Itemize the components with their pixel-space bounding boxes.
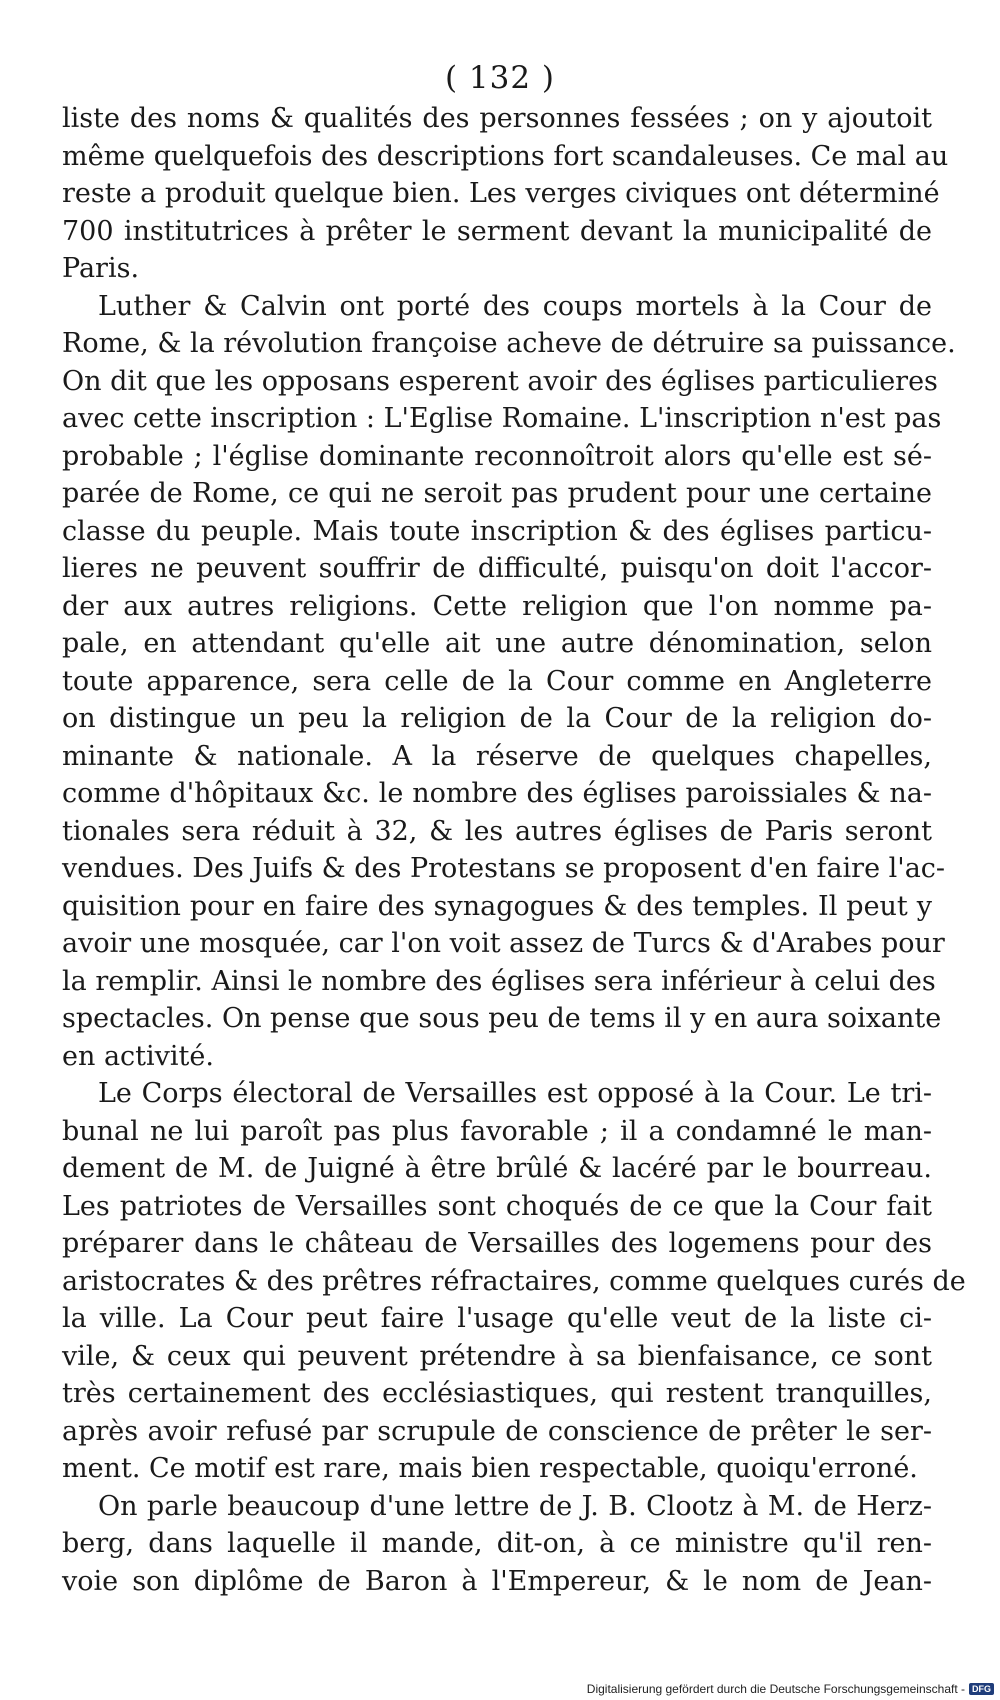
text-line: parée de Rome, ce qui ne seroit pas prudent pour une certaine bbox=[62, 478, 932, 509]
text-line: quisition pour en faire des synagogues & des temples. Il peut y bbox=[62, 890, 932, 922]
text-line: spectacles. On pense que sous peu de tems il y en aura soixante bbox=[62, 1003, 942, 1034]
text-line: probable ; l'église dominante reconnoîtroit alors qu'elle est sé- bbox=[62, 440, 932, 472]
text-line: ment. Ce motif est rare, mais bien respectable, quoiqu'erroné. bbox=[62, 1453, 918, 1484]
body-text bbox=[62, 100, 966, 1600]
dfg-logo: DFG bbox=[969, 1683, 994, 1695]
text-line: vile, & ceux qui peuvent prétendre à sa bienfaisance, ce sont bbox=[62, 1340, 932, 1372]
text-line: pale, en attendant qu'elle ait une autre dénomination, selon bbox=[62, 628, 932, 659]
text-line: berg, dans laquelle il mande, dit-on, à ce ministre qu'il ren- bbox=[62, 1528, 932, 1559]
text-line: tionales sera réduit à 32, & les autres églises de Paris seront bbox=[62, 815, 932, 847]
text-line: der aux autres religions. Cette religion que l'on nomme pa- bbox=[62, 590, 932, 622]
text-line: toute apparence, sera celle de la Cour comme en Angleterre bbox=[62, 665, 932, 697]
text-line: après avoir refusé par scrupule de conscience de prêter le ser- bbox=[62, 1415, 932, 1447]
text-line: Le Corps électoral de Versailles est opposé à la Cour. Le tri- bbox=[98, 1078, 932, 1109]
text-line: bunal ne lui paroît pas plus favorable ; il a condamné le man- bbox=[62, 1115, 932, 1147]
text-line: avec cette inscription : L'Eglise Romaine. L'inscription n'est pas bbox=[62, 403, 942, 434]
text-line: Les patriotes de Versailles sont choqués de ce que la Cour fait bbox=[62, 1190, 932, 1222]
text-line: même quelquefois des descriptions fort scandaleuses. Ce mal au bbox=[62, 140, 949, 172]
text-line: liste des noms & qualités des personnes fessées ; on y ajoutoit bbox=[62, 103, 932, 134]
text-line: la ville. La Cour peut faire l'usage qu'elle veut de la liste ci- bbox=[62, 1303, 932, 1334]
text-line: Paris. bbox=[62, 253, 140, 284]
page-number: ( 132 ) bbox=[444, 60, 556, 96]
digitization-credit bbox=[587, 1682, 994, 1696]
text-line: vendues. Des Juifs & des Protestans se proposent d'en faire l'ac- bbox=[62, 853, 946, 884]
text-line: voie son diplôme de Baron à l'Empereur, & le nom de Jean- bbox=[62, 1565, 932, 1597]
text-line: lieres ne peuvent souffrir de difficulté, puisqu'on doit l'accor- bbox=[62, 553, 932, 584]
text-line: reste a produit quelque bien. Les verges civiques ont déterminé bbox=[62, 178, 940, 209]
text-line: Luther & Calvin ont porté des coups mortels à la Cour de bbox=[98, 290, 932, 322]
text-line: aristocrates & des prêtres réfractaires, comme quelques curés de bbox=[62, 1265, 966, 1297]
text-line: très certainement des ecclésiastiques, qui restent tranquilles, bbox=[62, 1378, 932, 1409]
text-line: On dit que les opposans esperent avoir des églises particulieres bbox=[62, 365, 938, 397]
credit-text: Digitalisierung gefördert durch die Deutsche Forschungsgemeinschaft - bbox=[586, 1682, 965, 1696]
text-line: minante & nationale. A la réserve de quelques chapelles, bbox=[62, 740, 932, 772]
text-line: On parle beaucoup d'une lettre de J. B. Clootz à M. de Herz- bbox=[98, 1490, 932, 1522]
text-line: Rome, & la révolution françoise acheve de détruire sa puissance. bbox=[62, 328, 956, 359]
text-line: dement de M. de Juigné à être brûlé & lacéré par le bourreau. bbox=[62, 1153, 932, 1184]
text-line: avoir une mosquée, car l'on voit assez de Turcs & d'Arabes pour bbox=[62, 928, 945, 959]
text-line: en activité. bbox=[62, 1040, 214, 1072]
text-line: 700 institutrices à prêter le serment devant la municipalité de bbox=[62, 215, 932, 247]
text-line: comme d'hôpitaux &c. le nombre des églises paroissiales & na- bbox=[62, 778, 932, 809]
text-line: préparer dans le château de Versailles des logemens pour des bbox=[62, 1228, 932, 1259]
text-line: la remplir. Ainsi le nombre des églises sera inférieur à celui des bbox=[62, 965, 936, 997]
text-line: on distingue un peu la religion de la Cour de la religion do- bbox=[62, 703, 932, 734]
text-line: classe du peuple. Mais toute inscription & des églises particu- bbox=[62, 515, 932, 547]
